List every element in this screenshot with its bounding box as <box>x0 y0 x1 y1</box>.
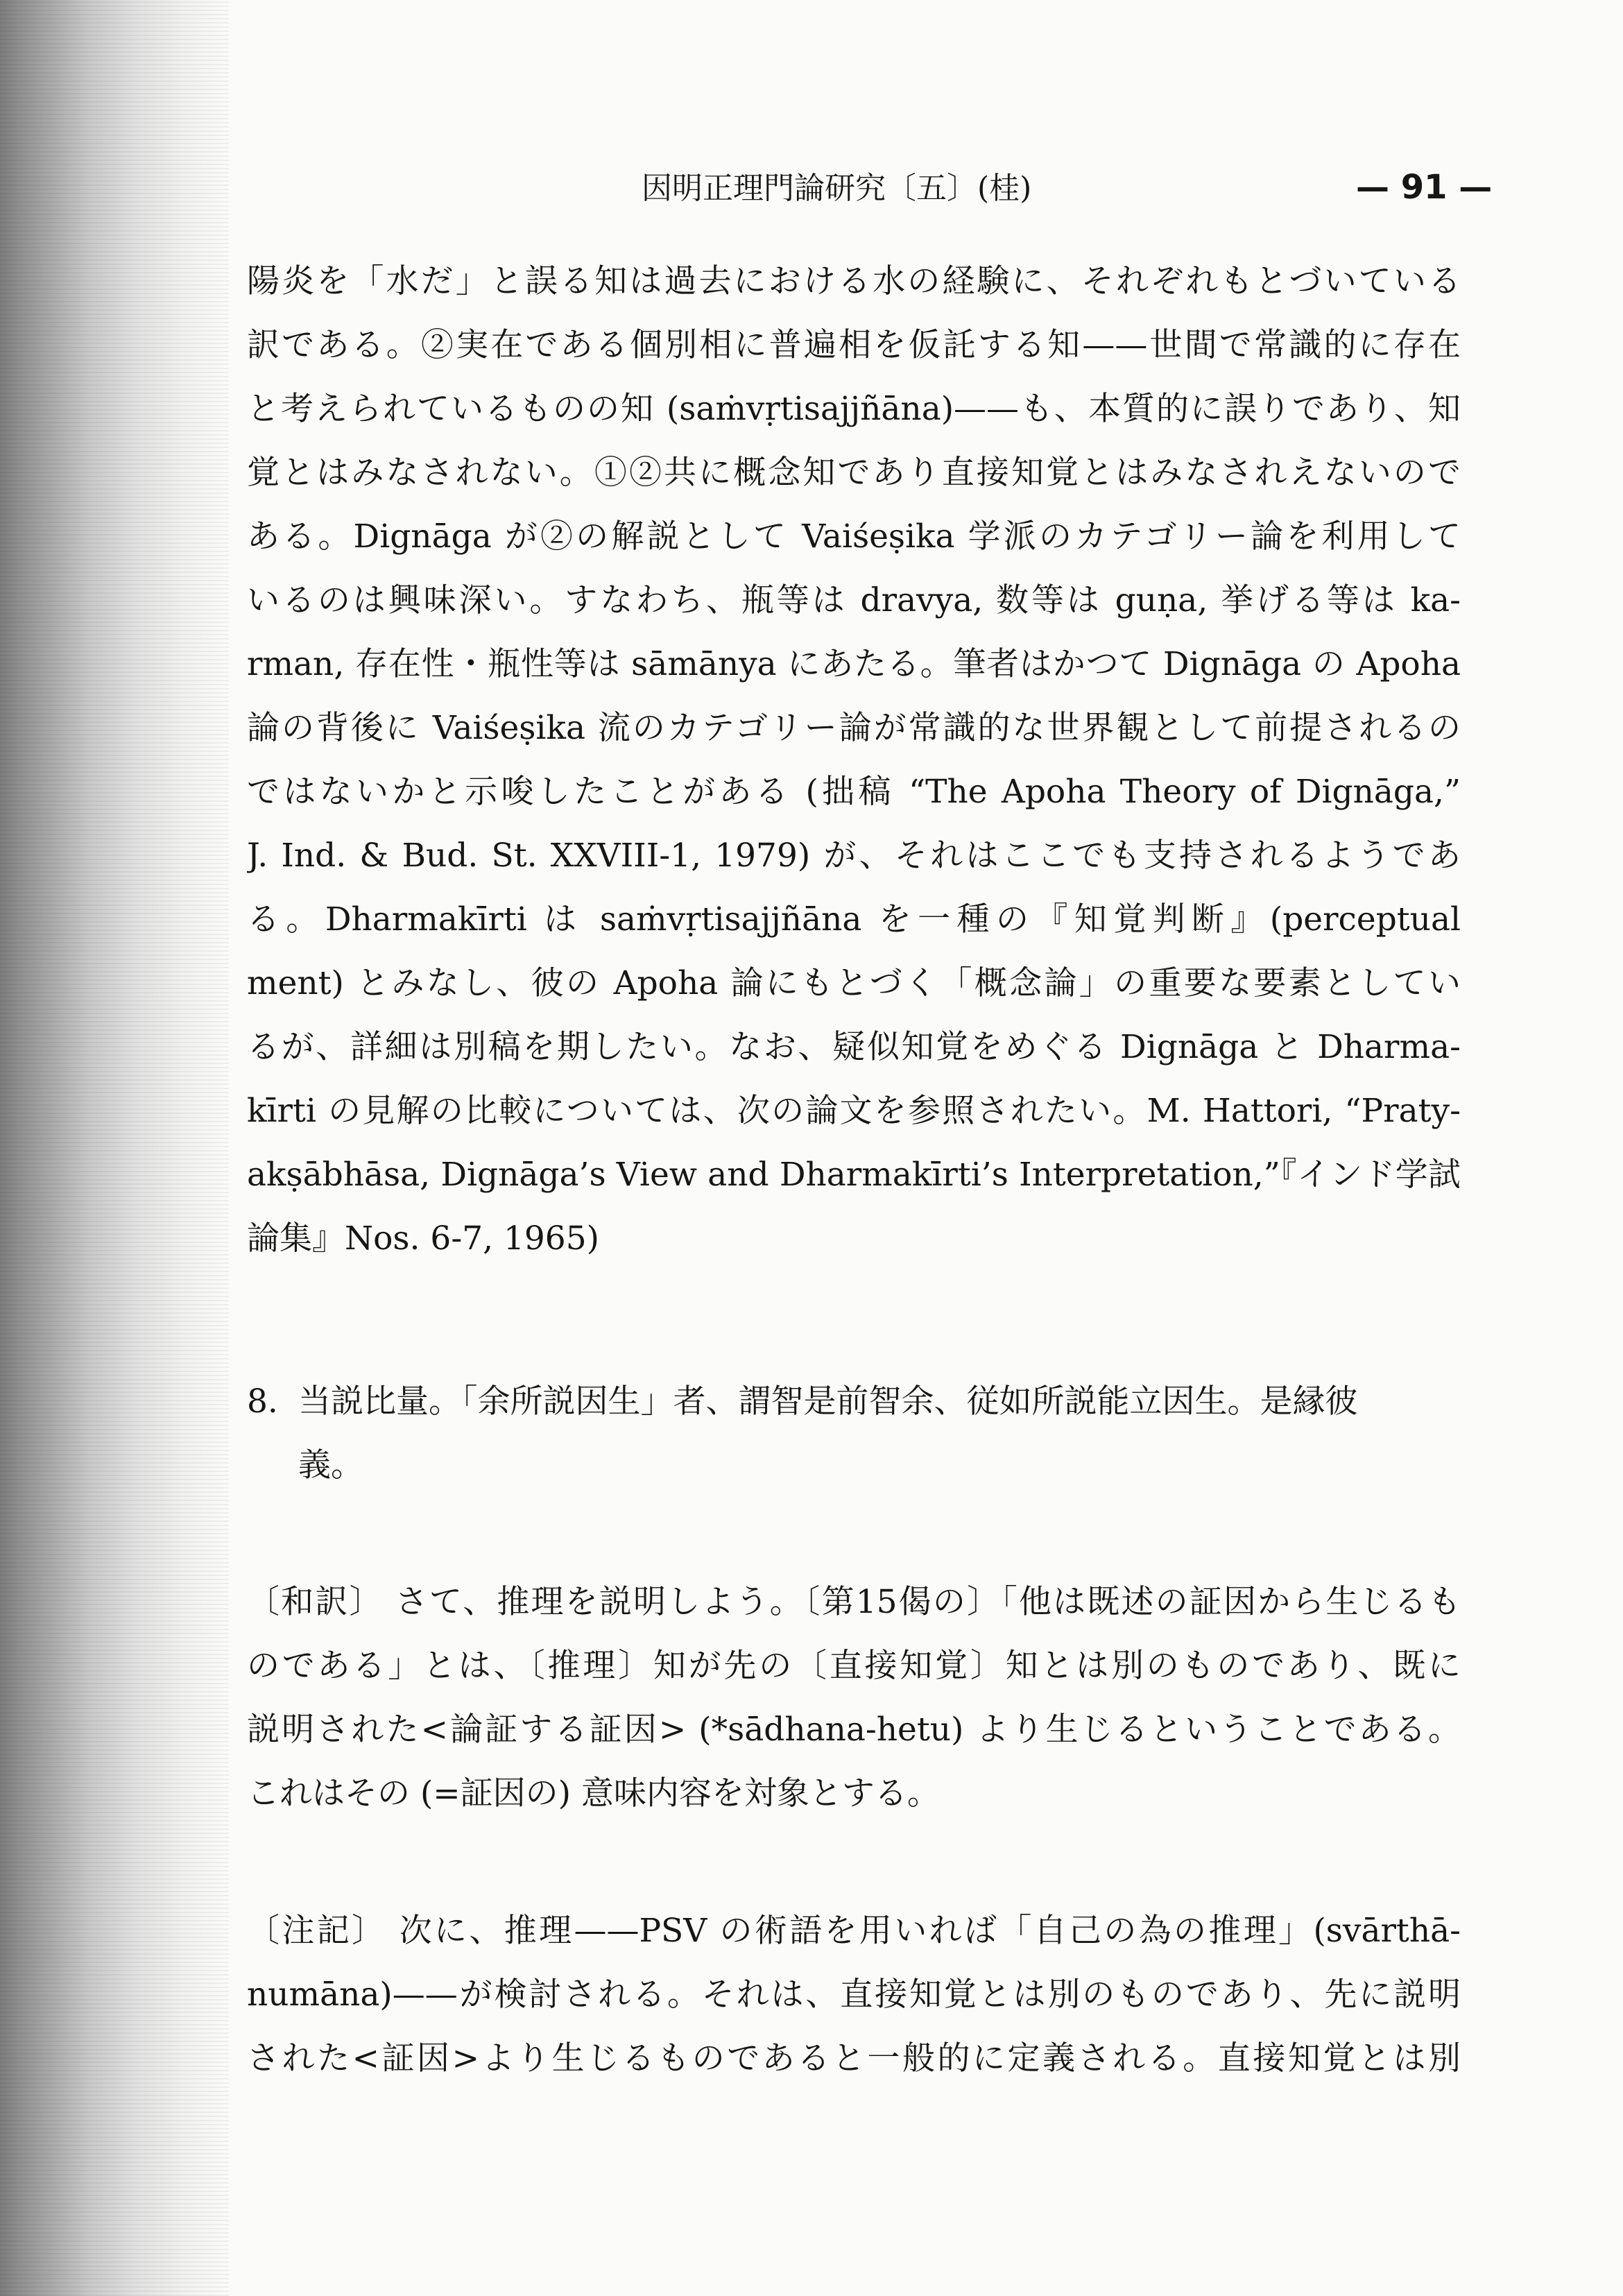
text-line: rman, 存在性・瓶性等は sāmānya にあたる。筆者はかつて Dignāga の Apoha <box>247 645 1461 683</box>
text-line: ある。Dignāga が②の解説として Vaiśeṣika 学派のカテゴリー論を利用して <box>247 517 1461 556</box>
text-line: J. Ind. & Bud. St. XXVIII-1, 1979) が、それはここでも支持されるようであ <box>247 837 1461 875</box>
text-line: numāna)——が検討される。それは、直接知覚とは別のものであり、先に説明 <box>247 1976 1461 2014</box>
text-line: 〔和訳〕 さて、推理を説明しよう。〔第15偈の〕「他は既述の証因から生じるも <box>247 1583 1461 1621</box>
section-8-source-text <box>247 1370 1461 1498</box>
text-line: 論集』Nos. 6-7, 1965) <box>247 1219 599 1258</box>
annotation-paragraph <box>247 1899 1461 2091</box>
text-line: 覚とはみなされない。①②共に概念知であり直接知覚とはみなされえないので <box>247 454 1461 492</box>
note-continuation <box>247 250 1461 1271</box>
text-line: る。Dharmakīrti は saṁvṛtisajjñāna を一種の『知覚判断』(perceptual <box>247 900 1461 939</box>
text-line: これはその (=証因の) 意味内容を対象とする。 <box>247 1774 940 1813</box>
text-line: ment) とみなし、彼の Apoha 論にもとづく「概念論」の重要な要素としてい <box>247 964 1461 1002</box>
running-header-title: 因明正理門論研究〔五〕(桂) <box>642 171 1032 206</box>
text-line: 説明された<論証する証因> (*sādhana-hetu) より生じるということである。 <box>247 1711 1461 1749</box>
text-line: のである」とは、〔推理〕知が先の〔直接知覚〕知とは別のものであり、既に <box>247 1647 1461 1685</box>
section-number: 8. <box>247 1382 278 1421</box>
text-line: akṣābhāsa, Dignāga’s View and Dharmakīrti’s Interpretation,”『インド学試 <box>247 1156 1461 1194</box>
section-8-line <box>247 1370 1461 1434</box>
text-line: と考えられているものの知 (saṁvṛtisajjñāna)——も、本質的に誤りであり、知 <box>247 390 1461 428</box>
text-line: 〔注記〕 次に、推理——PSV の術語を用いれば「自己の為の推理」(svārthā- <box>247 1912 1461 1950</box>
text-line: 訳である。②実在である個別相に普遍相を仮託する知——世間で常識的に存在 <box>247 326 1461 364</box>
translation-paragraph <box>247 1570 1461 1826</box>
text-line: ではないかと示唆したことがある (拙稿 “The Apoha Theory of Dignāga,” <box>247 773 1461 811</box>
source-text-line: 義。 <box>298 1446 363 1484</box>
text-line: いるのは興味深い。すなわち、瓶等は dravya, 数等は guṇa, 挙げる等は ka- <box>247 581 1461 619</box>
page-number: — 91 — <box>1356 168 1493 207</box>
text-line: された<証因>より生じるものであると一般的に定義される。直接知覚とは別 <box>247 2039 1461 2077</box>
scan-shadow-edge <box>0 0 229 2296</box>
text-line: kīrti の見解の比較については、次の論文を参照されたい。M. Hattori, “Praty- <box>247 1092 1461 1130</box>
text-line: 陽炎を「水だ」と誤る知は過去における水の経験に、それぞれもとづいている <box>247 262 1461 300</box>
text-line: るが、詳細は別稿を期したい。なお、疑似知覚をめぐる Dignāga と Dharma- <box>247 1028 1461 1066</box>
text-line: 論の背後に Vaiśeṣika 流のカテゴリー論が常識的な世界観として前提されるの <box>247 709 1461 747</box>
source-text-line: 当説比量。「余所説因生」者、謂智是前智余、従如所説能立因生。是縁彼 <box>298 1382 1358 1421</box>
